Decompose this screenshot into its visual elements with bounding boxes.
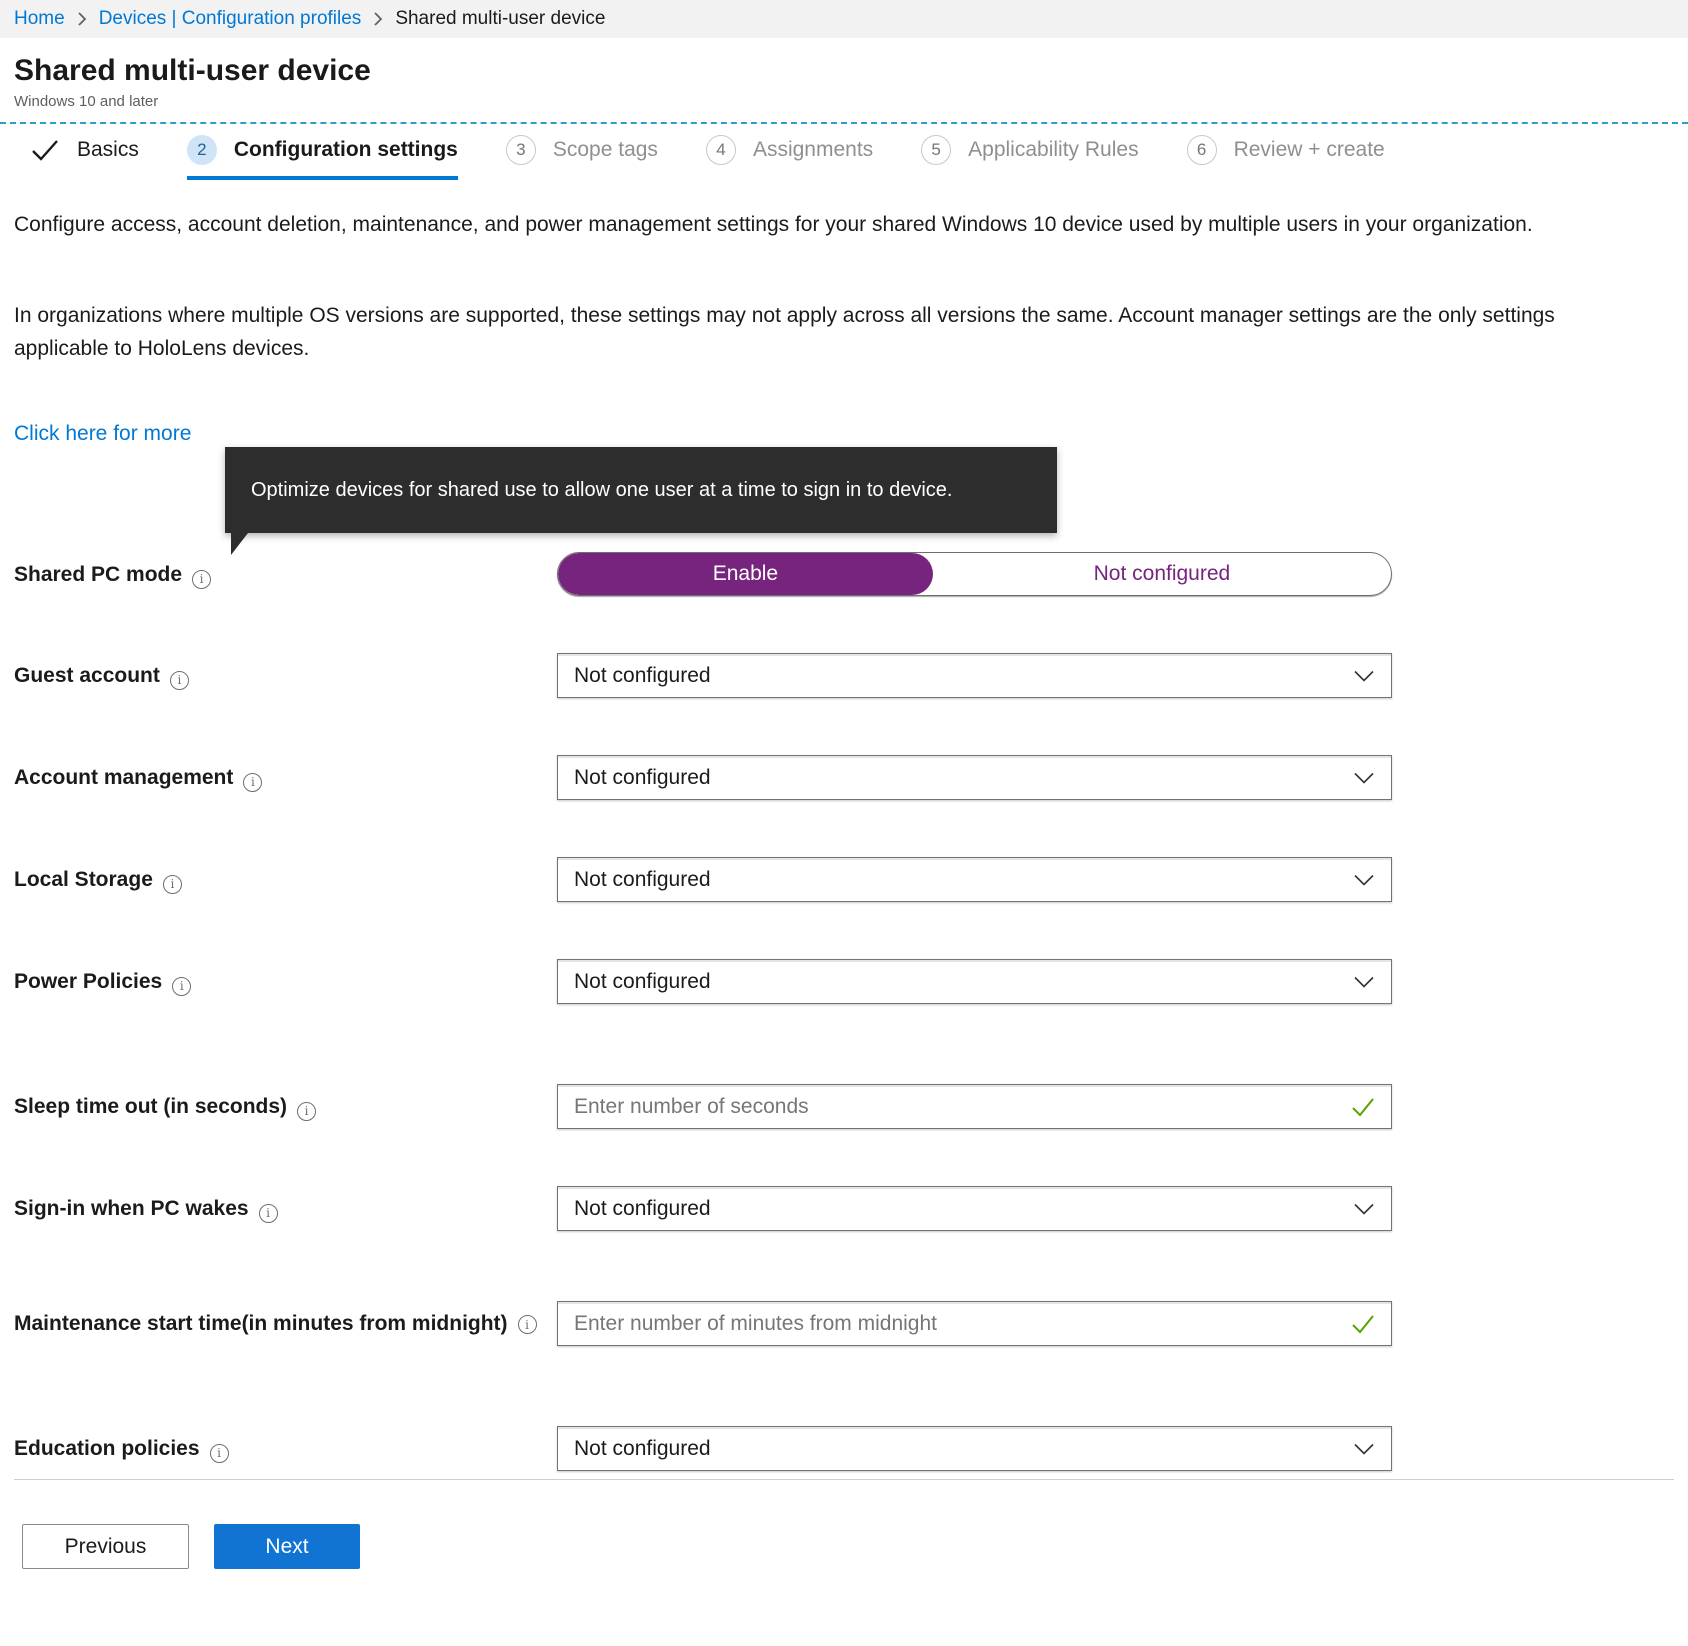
- page-header: [0, 38, 1688, 122]
- signin-when-pc-wakes-label: [14, 1186, 557, 1224]
- power-policies-label: [14, 959, 557, 997]
- footer-actions: [14, 1480, 1674, 1569]
- tab-review-create-label: Review + create: [1233, 138, 1385, 161]
- shared-pc-mode-toggle: [557, 552, 1392, 596]
- chevron-down-icon: [1353, 670, 1375, 682]
- step-number-badge: 5: [921, 135, 951, 165]
- account-management-label-text: Account management: [14, 766, 234, 789]
- power-policies-label-text: Power Policies: [14, 970, 163, 993]
- tab-basics-label: Basics: [77, 138, 139, 161]
- click-here-for-more-link[interactable]: Click here for more: [14, 422, 192, 445]
- signin-when-pc-wakes-row: [14, 1186, 1674, 1231]
- education-policies-row: [14, 1426, 1674, 1471]
- shared-pc-mode-label-text: Shared PC mode: [14, 563, 183, 586]
- step-number-badge: 4: [706, 135, 736, 165]
- tab-configuration-settings-label: Configuration settings: [233, 138, 458, 161]
- step-number-badge: 2: [187, 135, 217, 165]
- chevron-right-icon: [77, 11, 87, 27]
- info-icon[interactable]: [192, 570, 211, 589]
- account-management-dropdown[interactable]: [557, 755, 1392, 800]
- education-policies-label-text: Education policies: [14, 1437, 200, 1460]
- step-number-badge: 6: [1187, 135, 1217, 165]
- sleep-timeout-label: [14, 1084, 557, 1122]
- next-button[interactable]: Next: [214, 1524, 360, 1569]
- valid-check-icon: [1351, 1314, 1375, 1334]
- signin-when-pc-wakes-value: Not configured: [574, 1196, 711, 1220]
- tab-assignments[interactable]: [706, 124, 873, 180]
- local-storage-label-text: Local Storage: [14, 868, 153, 891]
- wizard-steps: [0, 122, 1688, 180]
- breadcrumb: [0, 0, 1688, 38]
- chevron-down-icon: [1353, 772, 1375, 784]
- settings-form: [14, 552, 1674, 1471]
- info-icon[interactable]: [170, 671, 189, 690]
- sleep-timeout-label-text: Sleep time out (in seconds): [14, 1095, 288, 1118]
- account-management-value: Not configured: [574, 765, 711, 789]
- info-icon[interactable]: [297, 1102, 316, 1121]
- info-icon[interactable]: [163, 875, 182, 894]
- tab-basics[interactable]: [30, 124, 139, 180]
- page-title: Shared multi-user device: [14, 54, 371, 87]
- chevron-down-icon: [1353, 1443, 1375, 1455]
- chevron-down-icon: [1353, 976, 1375, 988]
- info-icon[interactable]: [172, 977, 191, 996]
- info-icon[interactable]: [243, 773, 262, 792]
- signin-when-pc-wakes-dropdown[interactable]: [557, 1186, 1392, 1231]
- tab-scope-tags[interactable]: [506, 124, 658, 180]
- tab-scope-tags-label: Scope tags: [552, 138, 658, 161]
- education-policies-dropdown[interactable]: [557, 1426, 1392, 1471]
- tooltip-text: Optimize devices for shared use to allow one user at a time to sign in to device.: [251, 478, 953, 501]
- local-storage-row: [14, 857, 1674, 902]
- maintenance-start-time-row: [14, 1301, 1674, 1346]
- tab-configuration-settings[interactable]: [187, 124, 458, 180]
- breadcrumb-current-page: Shared multi-user device: [395, 8, 606, 29]
- signin-when-pc-wakes-label-text: Sign-in when PC wakes: [14, 1197, 249, 1220]
- local-storage-value: Not configured: [574, 867, 711, 891]
- power-policies-row: [14, 959, 1674, 1004]
- sleep-timeout-input[interactable]: [574, 1095, 1351, 1119]
- account-management-row: [14, 755, 1674, 800]
- maintenance-start-time-input[interactable]: [574, 1312, 1351, 1336]
- power-policies-dropdown[interactable]: [557, 959, 1392, 1004]
- tab-applicability-rules[interactable]: [921, 124, 1138, 180]
- main-content: [0, 180, 1688, 1569]
- shared-pc-mode-enable-option[interactable]: Enable: [558, 553, 933, 595]
- guest-account-label: [14, 653, 557, 691]
- tab-applicability-rules-label: Applicability Rules: [968, 138, 1139, 161]
- info-icon[interactable]: [210, 1444, 229, 1463]
- shared-pc-mode-row: [14, 552, 1674, 596]
- guest-account-value: Not configured: [574, 663, 711, 687]
- shared-pc-mode-label: [14, 552, 557, 590]
- power-policies-value: Not configured: [574, 969, 711, 993]
- maintenance-start-time-label: [14, 1301, 557, 1339]
- previous-button[interactable]: Previous: [22, 1524, 189, 1569]
- page-subtitle: Windows 10 and later: [14, 93, 159, 110]
- guest-account-row: [14, 653, 1674, 698]
- account-management-label: [14, 755, 557, 793]
- valid-check-icon: [1351, 1097, 1375, 1117]
- maintenance-start-time-label-text: Maintenance start time(in minutes from midnight): [14, 1312, 508, 1335]
- chevron-right-icon: [373, 11, 383, 27]
- info-icon[interactable]: [518, 1315, 537, 1334]
- breadcrumb-home-link[interactable]: Home: [14, 8, 65, 29]
- guest-account-label-text: Guest account: [14, 664, 160, 687]
- check-icon: [30, 138, 60, 162]
- breadcrumb-devices-configuration-profiles-link[interactable]: Devices | Configuration profiles: [98, 8, 362, 29]
- sleep-timeout-row: [14, 1084, 1674, 1129]
- tab-review-create[interactable]: [1187, 124, 1385, 180]
- chevron-down-icon: [1353, 1203, 1375, 1215]
- sleep-timeout-input-wrapper: [557, 1084, 1392, 1129]
- shared-pc-mode-not-configured-option[interactable]: Not configured: [1093, 562, 1231, 585]
- local-storage-label: [14, 857, 557, 895]
- shared-pc-mode-tooltip: [225, 447, 1057, 533]
- step-number-badge: 3: [506, 135, 536, 165]
- education-policies-label: [14, 1426, 557, 1464]
- guest-account-dropdown[interactable]: [557, 653, 1392, 698]
- info-icon[interactable]: [259, 1204, 278, 1223]
- maintenance-start-time-input-wrapper: [557, 1301, 1392, 1346]
- chevron-down-icon: [1353, 874, 1375, 886]
- intro-paragraph-1: Configure access, account deletion, maintenance, and power management settings for your shared Windows 10 device used by multiple users in your organization.: [14, 213, 1533, 236]
- tab-assignments-label: Assignments: [752, 138, 874, 161]
- education-policies-value: Not configured: [574, 1436, 711, 1460]
- intro-paragraph-2: In organizations where multiple OS versions are supported, these settings may not apply across all versions the same. Account manager settings are the only settings applicable to HoloLens devices.: [14, 304, 1555, 360]
- local-storage-dropdown[interactable]: [557, 857, 1392, 902]
